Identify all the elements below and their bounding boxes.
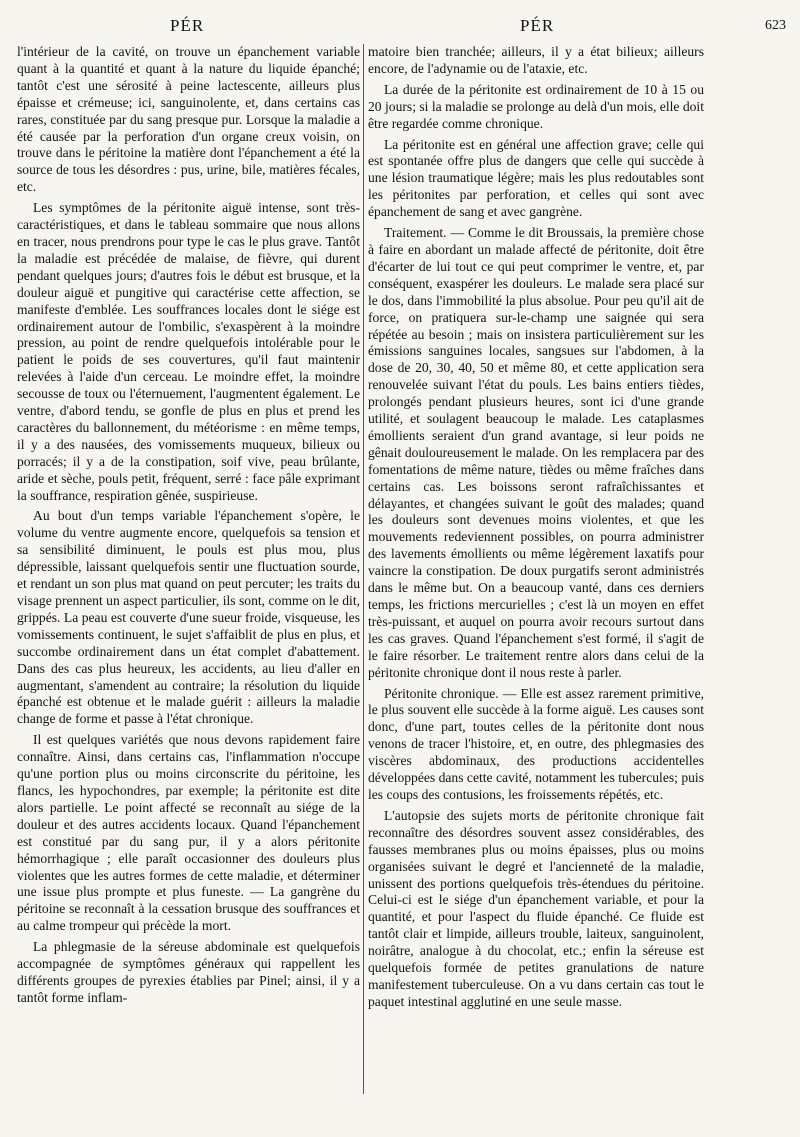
paragraph: Au bout d'un temps variable l'épanchement s'opère, le volume du ventre augmente encore, quelquefois sa tension et sa sensibilité diminuent, le pouls est plus mou, plus dépressible, laissant quelquefois sentir une fluctuation sourde, et rendant un son plus mat quand on peut percuter; les traits du visage prennent un aspect particulier, ils sont, comme on le dit, grippés. La peau est couverte d'une sueur froide, visqueuse, les vomissements continuent, le sujet s'affaiblit de plus en plus, et succombe ordinairement dans un état complet d'abattement. Dans des cas plus heureux, les accidents, au lieu d'aller en augmentant, s'amendent au contraire; la résolution du liquide épanché est obtenue et le malade guérit : ailleurs la maladie change de forme et passe à l'état chronique.	[17, 508, 360, 727]
running-header	[0, 0, 800, 40]
right-running-title: PÉR	[520, 16, 555, 35]
right-column	[368, 44, 704, 1134]
paragraph: La phlegmasie de la séreuse abdominale est quelquefois accompagnée de symptômes généraux qui rappellent les différents groupes de pyrexies établies par Pinel; ainsi, il y a tantôt forme inflam-	[17, 939, 360, 1005]
left-column	[17, 44, 360, 1134]
paragraph: Les symptômes de la péritonite aiguë intense, sont très-caractéristiques, et dans le tableau sommaire que nous allons en tracer, nous prendrons pour type le cas le plus grave. Tantôt la maladie est précédée de malaise, de fièvre, qui durent pendant quelques jours; d'autres fois le début est brusque, et la douleur aiguë et pungitive qui caractérise cette affection, se manifeste d'emblée. Les souffrances locales dont le siége est ordinairement autour de l'ombilic, s'exaspèrent à la moindre pression, au point de rendre quelquefois intolérable pour le patient le poids de ses couvertures, qu'il faut maintenir relevées à l'aide d'un cerceau. Le moindre effet, la moindre secousse de toux ou l'éternuement, l'augmentent également. Le ventre, d'abord tendu, se gonfle de plus en plus et prend les caractères du ballonnement, du météorisme : en même temps, il y a des nausées, des vomissements muqueux, bilieux ou porracés; il y a de la constipation, soif vive, peau brûlante, aride et sèche, pouls petit, fréquent, serré : face pâle exprimant la souffrance, respiration gênée, suspirieuse.	[17, 200, 360, 503]
paragraph: La durée de la péritonite est ordinairement de 10 à 15 ou 20 jours; si la maladie se prolonge au delà d'un mois, elle doit être regardée comme chronique.	[368, 81, 704, 131]
paragraph: Il est quelques variétés que nous devons rapidement faire connaître. Ainsi, dans certains cas, l'inflammation n'occupe qu'une portion plus ou moins circonscrite du péritoine, les flancs, les hypochondres, par exemple; la péritonite est dite alors partielle. Le point affecté se reconnaît au siége de la douleur et des autres accidents locaux. Quand l'épanchement est constitué par du sang pur, il y a alors péritonite hémorrhagique ; elle paraît occasionner des douleurs plus violentes que les autres formes de cette maladie, et déterminer une issue plus prompte et plus funeste. — La gangrène du péritoine se reconnaît à la cessation brusque des souffrances et au calme trompeur qui précède la mort.	[17, 732, 360, 934]
page-number: 623	[765, 18, 786, 33]
paragraph: Péritonite chronique. — Elle est assez rarement primitive, le plus souvent elle succède à la forme aiguë. Les causes sont donc, d'une part, toutes celles de la péritonite dont nous venons de tracer l'histoire, et, en outre, des phlegmasies des viscères abdominaux, des productions accidentelles développées dans cette cavité, notamment les tubercules; puis les coups des contusions, les froissements répétés, etc.	[368, 685, 704, 802]
paragraph: La péritonite est en général une affection grave; celle qui est spontanée offre plus de dangers que celle qui succède à une lésion traumatique légère; mais les plus redoutables sont les péritonites par perforation, et celles qui sont avec épanchement de sang et avec gangrène.	[368, 136, 704, 220]
left-running-title: PÉR	[170, 16, 205, 35]
column-divider	[363, 44, 364, 1094]
paragraph: Traitement. — Comme le dit Broussais, la première chose à faire en abordant un malade affecté de péritonite, doit être d'écarter de lui tout ce qui peut comprimer le ventre, et, par conséquent, exaspérer les douleurs. Le malade sera placé sur le dos, dans l'immobilité la plus absolue. Pour peu qu'il ait de force, on pratiquera sur-le-champ une saignée qui sera répétée au besoin ; mais on insistera particulièrement sur les émissions sanguines locales, sangsues sur l'abdomen, à la dose de 20, 30, 40, 50 et même 80, et cette application sera renouvelée suivant l'état du pouls. Les bains entiers tièdes, prolongés pendant plusieurs heures, sont ici d'une grande utilité, et soulagent beaucoup le malade. Les cataplasmes émollients seraient d'un grand avantage, si leur poids ne gênait douloureusement le malade. On les remplacera par des fomentations de même nature, tièdes ou même fraîches dans certains cas. Les boissons seront rafraîchissantes et délayantes, et changées suivant le goût des malades; quand les douleurs sont devenues moins violentes, et que les mouvements redeviennent possibles, on pourra administrer des lavements émollients ou même légèrement laxatifs pour vaincre la constipation. De doux purgatifs seront administrés dans le même but. On a beaucoup vanté, dans ces derniers temps, les frictions mercurielles ; c'est là un moyen en effet très-puissant, et auquel on pourra avoir recours surtout dans les cas graves. Quand l'épanchement s'est formé, il s'agit de le faire résorber. Le traitement rentre alors dans celui de la péritonite chronique dont il nous reste à parler.	[368, 225, 704, 680]
paragraph: L'autopsie des sujets morts de péritonite chronique fait reconnaître des désordres souvent assez considérables, des fausses membranes plus ou moins épaisses, plus ou moins organisées suivant le degré et l'ancienneté de la maladie, unissent des portions quelquefois très-étendues du péritoine. Celui-ci est le siége d'un épanchement variable, et pour la quantité, et pour l'aspect du fluide épanché. Ce fluide est tantôt clair et limpide, ailleurs trouble, laiteux, sanguinolent, noirâtre, analogue à du chocolat, etc.; enfin la séreuse est quelquefois formée de petites granulations de nature manifestement tuberculeuse. On a vu dans certain cas tout le paquet intestinal agglutiné en une seule masse.	[368, 807, 704, 1009]
paragraph: matoire bien tranchée; ailleurs, il y a état bilieux; ailleurs encore, de l'adynamie ou de l'ataxie, etc.	[368, 44, 704, 76]
paragraph: l'intérieur de la cavité, on trouve un épanchement variable quant à la quantité et quant à la nature du liquide épanché; tantôt c'est une sérosité à peine lactescente, ailleurs plus épaisse et crémeuse; ici, sanguinolente, et, dans certains cas rares, constituée par du sang presque pur. Lorsque la maladie a été causée par la perforation d'un organe creux voisin, on trouve dans le péritoine la matière dont l'épanchement a été la source de tous les désordres : pus, urine, bile, matières fécales, etc.	[17, 44, 360, 195]
